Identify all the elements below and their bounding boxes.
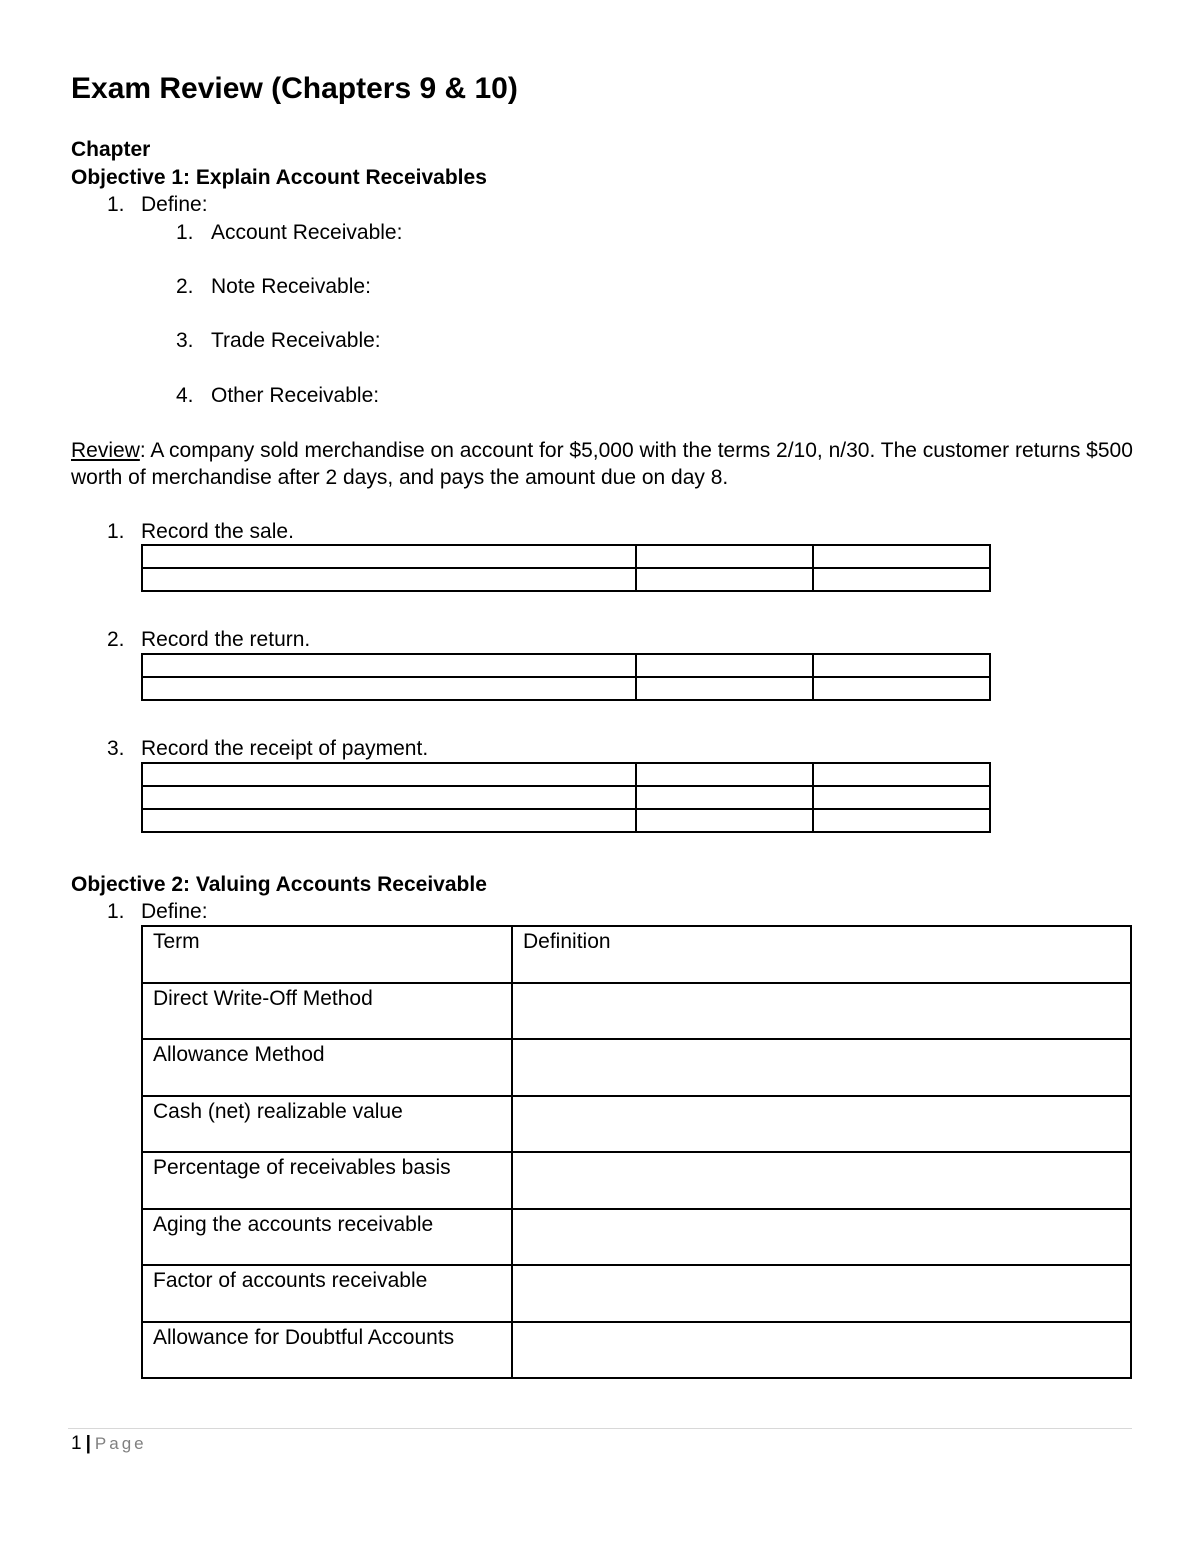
journal-table-payment	[141, 762, 991, 833]
debit-cell[interactable]	[636, 677, 813, 700]
term-cell: Factor of accounts receivable	[142, 1265, 512, 1322]
journal-table-return	[141, 653, 991, 701]
debit-cell[interactable]	[636, 786, 813, 809]
definition-cell[interactable]	[512, 1265, 1131, 1322]
table-row	[142, 809, 990, 832]
credit-cell[interactable]	[813, 809, 990, 832]
review-label: Review	[71, 439, 140, 462]
table-row	[142, 1322, 1131, 1379]
define-number: 1.	[107, 900, 125, 923]
define-label: Define:	[141, 193, 208, 216]
debit-cell[interactable]	[636, 763, 813, 786]
task-record-payment: Record the receipt of payment.	[141, 737, 429, 760]
table-row	[142, 654, 990, 677]
definitions-table	[141, 925, 1132, 1379]
credit-cell[interactable]	[813, 763, 990, 786]
task-number: 2.	[107, 628, 125, 651]
table-row	[142, 545, 990, 568]
account-cell[interactable]	[142, 763, 636, 786]
header-definition: Definition	[512, 926, 1131, 983]
definition-item-number: 3.	[176, 329, 194, 352]
term-cell: Allowance Method	[142, 1039, 512, 1096]
account-cell[interactable]	[142, 545, 636, 568]
table-row	[142, 763, 990, 786]
debit-cell[interactable]	[636, 545, 813, 568]
objective-2-heading: Objective 2: Valuing Accounts Receivable	[71, 873, 487, 896]
page-label: Page	[94, 1434, 147, 1453]
definition-item-number: 1.	[176, 221, 194, 244]
task-number: 3.	[107, 737, 125, 760]
table-row	[142, 568, 990, 591]
account-cell[interactable]	[142, 677, 636, 700]
term-cell: Percentage of receivables basis	[142, 1152, 512, 1209]
review-text: : A company sold merchandise on account for $5,000 with the terms 2/10, n/30. The customer returns $500 worth of merchandise after 2 days, and pays the amount due on day 8.	[71, 439, 1133, 489]
definition-item-account-receivable: Account Receivable:	[211, 221, 403, 244]
table-row	[142, 786, 990, 809]
definition-item-note-receivable: Note Receivable:	[211, 275, 371, 298]
table-row	[142, 1039, 1131, 1096]
definition-item-other-receivable: Other Receivable:	[211, 384, 380, 407]
table-header-row	[142, 926, 1131, 983]
credit-cell[interactable]	[813, 545, 990, 568]
definition-cell[interactable]	[512, 1096, 1131, 1153]
term-cell: Aging the accounts receivable	[142, 1209, 512, 1266]
footer-separator: |	[85, 1433, 91, 1454]
account-cell[interactable]	[142, 786, 636, 809]
credit-cell[interactable]	[813, 677, 990, 700]
journal-table-sale	[141, 544, 991, 592]
definition-cell[interactable]	[512, 983, 1131, 1040]
objective-1-heading: Objective 1: Explain Account Receivables	[71, 166, 487, 189]
chapter-heading: Chapter	[71, 138, 151, 161]
table-row	[142, 1096, 1131, 1153]
debit-cell[interactable]	[636, 809, 813, 832]
definition-item-number: 2.	[176, 275, 194, 298]
account-cell[interactable]	[142, 568, 636, 591]
credit-cell[interactable]	[813, 568, 990, 591]
table-row	[142, 983, 1131, 1040]
define-number: 1.	[107, 193, 125, 216]
credit-cell[interactable]	[813, 786, 990, 809]
definition-item-number: 4.	[176, 384, 194, 407]
task-number: 1.	[107, 520, 125, 543]
account-cell[interactable]	[142, 654, 636, 677]
define-label: Define:	[141, 900, 208, 923]
account-cell[interactable]	[142, 809, 636, 832]
page-title: Exam Review (Chapters 9 & 10)	[71, 72, 518, 105]
term-cell: Cash (net) realizable value	[142, 1096, 512, 1153]
review-paragraph	[71, 437, 1141, 491]
header-term: Term	[142, 926, 512, 983]
term-cell: Allowance for Doubtful Accounts	[142, 1322, 512, 1379]
task-record-return: Record the return.	[141, 628, 311, 651]
debit-cell[interactable]	[636, 654, 813, 677]
definition-cell[interactable]	[512, 1322, 1131, 1379]
table-row	[142, 677, 990, 700]
page-number: 1	[71, 1433, 82, 1454]
footer-divider	[68, 1428, 1132, 1429]
page-footer	[71, 1433, 147, 1455]
definition-item-trade-receivable: Trade Receivable:	[211, 329, 381, 352]
table-row	[142, 1265, 1131, 1322]
task-record-sale: Record the sale.	[141, 520, 294, 543]
definition-cell[interactable]	[512, 1039, 1131, 1096]
debit-cell[interactable]	[636, 568, 813, 591]
term-cell: Direct Write-Off Method	[142, 983, 512, 1040]
definition-cell[interactable]	[512, 1152, 1131, 1209]
definition-cell[interactable]	[512, 1209, 1131, 1266]
credit-cell[interactable]	[813, 654, 990, 677]
table-row	[142, 1209, 1131, 1266]
table-row	[142, 1152, 1131, 1209]
